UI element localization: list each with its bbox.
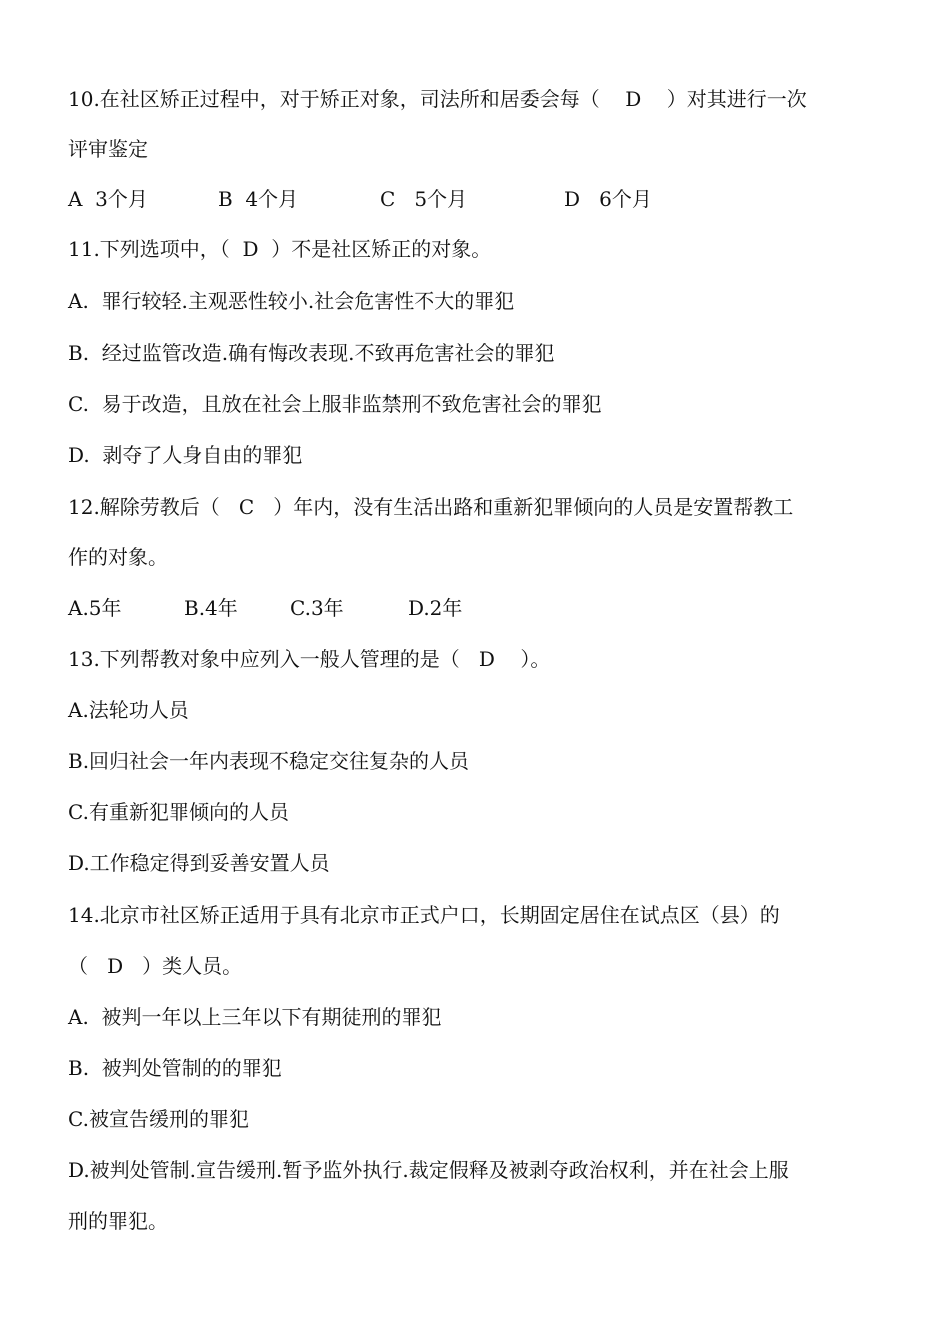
q12-option-c: C.3年 — [290, 596, 344, 620]
q14-stem-line1: 14.北京市社区矫正适用于具有北京市正式户口，长期固定居住在试点区（县）的 — [68, 903, 780, 927]
q12-option-d: D.2年 — [408, 596, 463, 620]
q14-stem-line2: （ D ）类人员。 — [68, 954, 243, 978]
q10-option-d: D 6个月 — [564, 187, 652, 211]
q12-stem-line1: 12.解除劳教后（ C ）年内，没有生活出路和重新犯罪倾向的人员是安置帮教工 — [68, 495, 794, 519]
q12-option-b: B.4年 — [184, 596, 238, 620]
q12-stem-line2: 作的对象。 — [68, 545, 168, 569]
q14-option-c: C.被宣告缓刑的罪犯 — [68, 1107, 249, 1131]
q10-option-a: A 3个月 — [68, 187, 148, 211]
q14-option-d-line2: 刑的罪犯。 — [68, 1209, 168, 1233]
q10-option-b: B 4个月 — [218, 187, 299, 211]
q10-stem-line1: 10.在社区矫正过程中，对于矫正对象，司法所和居委会每（ D ）对其进行一次 — [68, 87, 807, 111]
q14-option-d-line1: D.被判处管制.宣告缓刑.暂予监外执行.裁定假释及被剥夺政治权利，并在社会上服 — [68, 1158, 789, 1182]
q10-option-c: C 5个月 — [380, 187, 468, 211]
q12-options — [68, 595, 888, 621]
q10-options — [68, 186, 888, 212]
q13-stem: 13.下列帮教对象中应列入一般人管理的是（ D ）。 — [68, 647, 551, 671]
q13-option-b: B.回归社会一年内表现不稳定交往复杂的人员 — [68, 749, 470, 773]
q10-stem-line2: 评审鉴定 — [68, 137, 148, 161]
q13-option-d: D.工作稳定得到妥善安置人员 — [68, 851, 330, 875]
q11-option-a: A. 罪行较轻.主观恶性较小.社会危害性不大的罪犯 — [68, 289, 515, 313]
q11-stem: 11.下列选项中，（ D ）不是社区矫正的对象。 — [68, 237, 492, 261]
q12-option-a: A.5年 — [68, 596, 122, 620]
q11-option-b: B. 经过监管改造.确有悔改表现.不致再危害社会的罪犯 — [68, 341, 555, 365]
q14-option-a: A. 被判一年以上三年以下有期徒刑的罪犯 — [68, 1005, 442, 1029]
q14-option-b: B. 被判处管制的的罪犯 — [68, 1056, 282, 1080]
q11-option-c: C. 易于改造，且放在社会上服非监禁刑不致危害社会的罪犯 — [68, 392, 602, 416]
q13-option-a: A.法轮功人员 — [68, 698, 189, 722]
q11-option-d: D. 剥夺了人身自由的罪犯 — [68, 443, 303, 467]
q13-option-c: C.有重新犯罪倾向的人员 — [68, 800, 289, 824]
